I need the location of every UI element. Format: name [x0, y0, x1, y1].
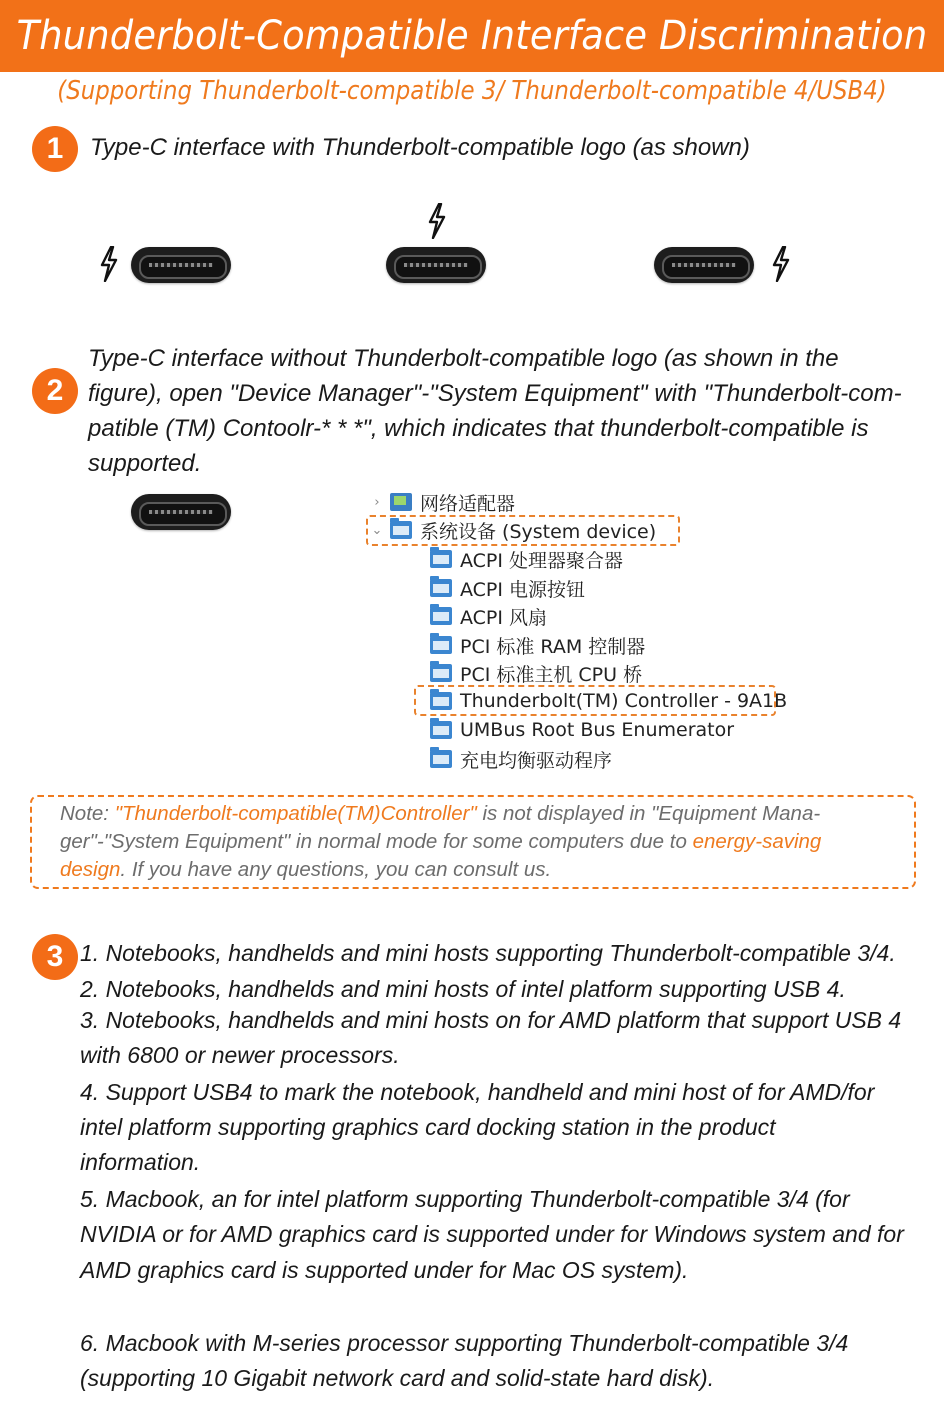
- step-2-line: supported.: [88, 450, 202, 477]
- tree-item-label: UMBus Root Bus Enumerator: [460, 719, 735, 741]
- tree-item[interactable]: [430, 716, 734, 744]
- note-highlight: "Thunderbolt-compatible(TM)Controller": [114, 802, 477, 825]
- tree-item[interactable]: [430, 602, 547, 630]
- step-3-badge: 3: [32, 934, 78, 980]
- usb-c-port-icon: [386, 247, 486, 283]
- list-item: intel platform supporting graphics card docking station in the product: [80, 1114, 776, 1140]
- list-item: (supporting 10 Gigabit network card and solid-state hard disk).: [80, 1365, 715, 1391]
- device-icon: [430, 579, 452, 597]
- step-1-badge: 1: [32, 126, 78, 172]
- tree-item-thunderbolt-controller[interactable]: [430, 687, 787, 715]
- network-adapter-icon: [390, 493, 412, 511]
- tree-item-system-devices[interactable]: [370, 516, 656, 544]
- tree-item-label: ACPI 风扇: [460, 606, 548, 629]
- usb-c-port-icon: [131, 247, 231, 283]
- tree-item[interactable]: [430, 574, 585, 602]
- step-2-line: figure), open "Device Manager"-"System Equipment" with "Thunderbolt-com-: [88, 380, 902, 407]
- device-icon: [430, 636, 452, 654]
- tree-item-label: ACPI 处理器聚合器: [460, 549, 624, 572]
- tree-item[interactable]: [430, 631, 645, 659]
- list-item: NVIDIA or for AMD graphics card is supported under for Windows system and for: [80, 1221, 904, 1247]
- list-item: 4. Support USB4 to mark the notebook, handheld and mini host of for AMD/for: [80, 1079, 875, 1105]
- list-item: 3. Notebooks, handhelds and mini hosts on for AMD platform that support USB 4: [80, 1007, 902, 1033]
- chevron-right-icon[interactable]: ›: [374, 494, 380, 510]
- tree-item[interactable]: [430, 545, 623, 573]
- note-highlight: energy-saving: [692, 830, 822, 853]
- usb-c-port-icon: [654, 247, 754, 283]
- list-item: 6. Macbook with M-series processor supporting Thunderbolt-compatible 3/4: [80, 1330, 849, 1356]
- tree-item[interactable]: [430, 659, 642, 687]
- usb-c-port-icon: [131, 494, 231, 530]
- list-item: with 6800 or newer processors.: [80, 1042, 400, 1068]
- tree-item-network-adapters[interactable]: [370, 488, 515, 516]
- page-title: Thunderbolt-Compatible Interface Discrimination: [16, 13, 928, 59]
- thunderbolt-icon: [98, 246, 120, 282]
- device-icon: [430, 607, 452, 625]
- list-item: information.: [80, 1149, 201, 1175]
- note-line: [60, 856, 900, 884]
- tree-item-label: 充电均衡驱动程序: [460, 749, 613, 772]
- note-body: ger"-"System Equipment" in normal mode for some computers due to: [60, 830, 693, 853]
- device-icon: [430, 550, 452, 568]
- tree-item-label: PCI 标准主机 CPU 桥: [460, 663, 643, 686]
- note-text: [60, 800, 900, 884]
- tree-item-label: 网络适配器: [420, 492, 516, 515]
- device-icon: [430, 721, 452, 739]
- tree-item-label: 系统设备 (System device): [420, 520, 657, 543]
- tree-item-label: PCI 标准 RAM 控制器: [460, 635, 646, 658]
- step-2-line: patible (TM) Contoolr-* * *", which indicates that thunderbolt-compatible is: [88, 415, 869, 442]
- tree-item-label: ACPI 电源按钮: [460, 578, 586, 601]
- thunderbolt-icon: [426, 203, 448, 239]
- device-icon: [430, 664, 452, 682]
- step-2-badge: 2: [32, 368, 78, 414]
- tree-item-label: Thunderbolt(TM) Controller - 9A1B: [460, 690, 788, 712]
- note-body: is not displayed in "Equipment Mana-: [476, 802, 821, 825]
- step-2-line: Type-C interface without Thunderbolt-compatible logo (as shown in the: [88, 345, 839, 372]
- list-item: 2. Notebooks, handhelds and mini hosts of intel platform supporting USB 4.: [80, 976, 846, 1002]
- device-icon: [430, 692, 452, 710]
- note-body: . If you have any questions, you can consult us.: [120, 858, 552, 881]
- step-1-text: Type-C interface with Thunderbolt-compatible logo (as shown): [90, 134, 750, 161]
- thunderbolt-icon: [770, 246, 792, 282]
- note-highlight: design: [60, 858, 121, 881]
- device-icon: [430, 750, 452, 768]
- list-item: 5. Macbook, an for intel platform supporting Thunderbolt-compatible 3/4 (for: [80, 1186, 850, 1212]
- device-manager-tree: [370, 488, 790, 778]
- tree-item[interactable]: [430, 745, 612, 773]
- list-item: AMD graphics card is supported under for Mac OS system).: [80, 1257, 689, 1283]
- chevron-down-icon[interactable]: ⌄: [371, 522, 383, 538]
- system-device-icon: [390, 521, 412, 539]
- note-line: [60, 828, 900, 856]
- step-2-text: [88, 341, 938, 481]
- header-banner: [0, 0, 944, 72]
- note-prefix: Note:: [60, 802, 115, 825]
- note-line: [60, 800, 900, 828]
- page-subtitle: (Supporting Thunderbolt-compatible 3/ Thunderbolt-compatible 4/USB4): [57, 76, 887, 106]
- list-item: 1. Notebooks, handhelds and mini hosts supporting Thunderbolt-compatible 3/4.: [80, 940, 896, 966]
